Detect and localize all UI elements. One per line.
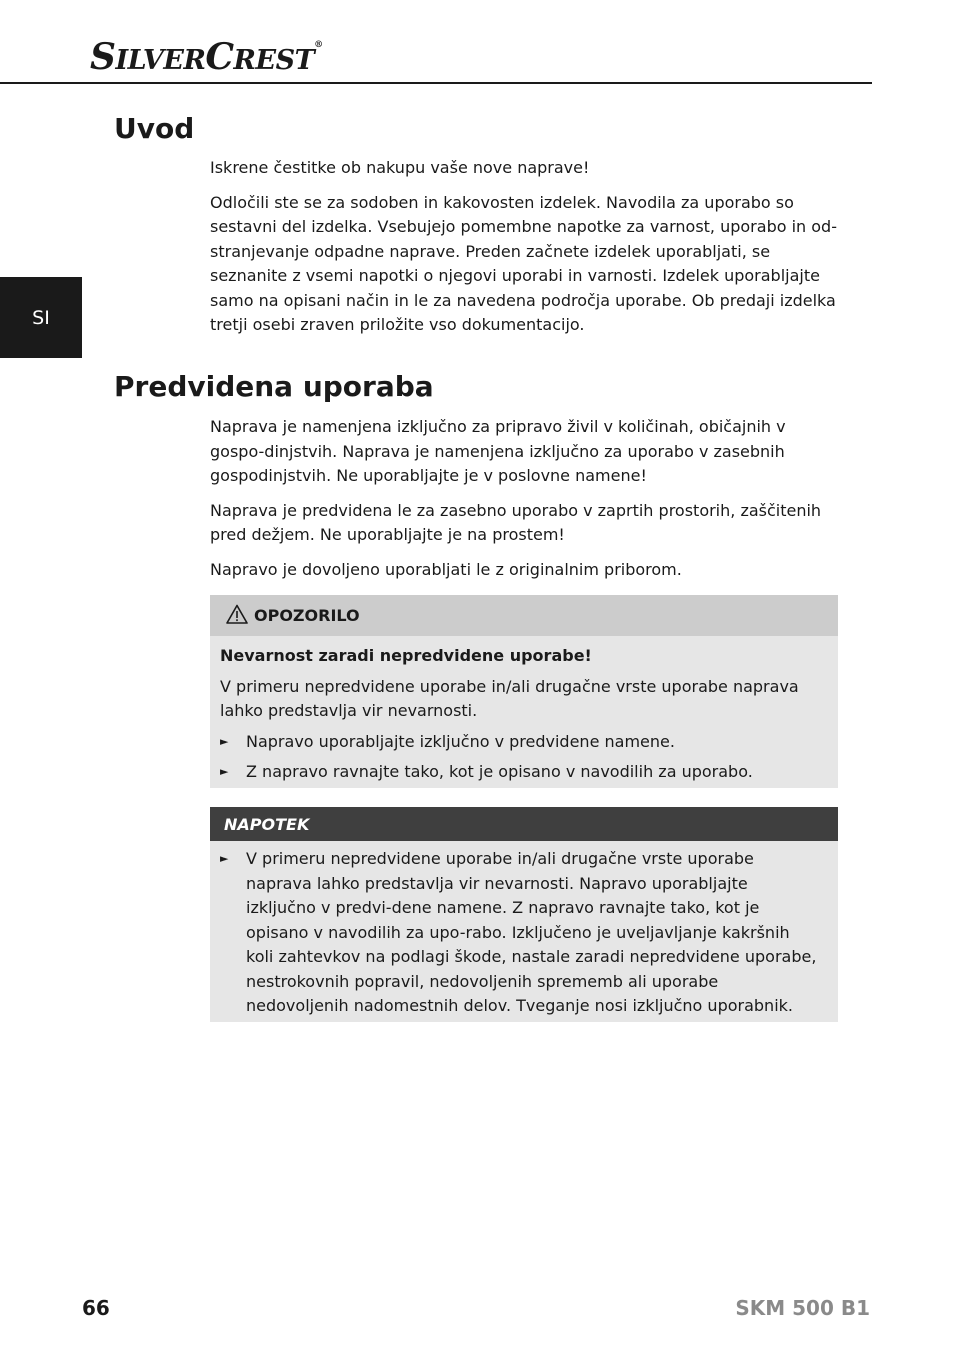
logo-text-ilver: ILVER bbox=[115, 45, 206, 76]
predvidena-body bbox=[210, 415, 838, 592]
warning-label: OPOZORILO bbox=[254, 606, 360, 625]
uvod-paragraph: Iskrene čestitke ob nakupu vaše nove naprave! bbox=[210, 158, 590, 177]
bullet-arrow-icon: ► bbox=[220, 765, 229, 778]
warning-bullet bbox=[220, 760, 822, 785]
warning-subtitle: Nevarnost zaradi nepredvidene uporabe! bbox=[220, 646, 592, 665]
predvidena-paragraph: Napravo je dovoljeno uporabljati le z originalnim priborom. bbox=[210, 559, 682, 579]
logo-letter-s: S bbox=[90, 36, 116, 78]
section-title-uvod: Uvod bbox=[114, 112, 195, 145]
bullet-arrow-icon: ► bbox=[220, 734, 229, 748]
predvidena-paragraph: Naprava je namenjena izključno za pripravo živil v količinah, običajnih v gospo-dinjstvih. Naprava je namenjena izključno za uporabo v zasebnih gospodinjstvih. Ne uporabljajte je v poslovne namene! bbox=[210, 417, 786, 485]
note-body bbox=[210, 841, 838, 1019]
note-bullet bbox=[220, 847, 822, 1019]
model-number: SKM 500 B1 bbox=[735, 1296, 870, 1320]
language-tab: SI bbox=[0, 277, 82, 358]
section-title-predvidena-uporaba: Predvidena uporaba bbox=[114, 370, 434, 403]
registered-mark: ® bbox=[314, 40, 323, 50]
warning-header bbox=[210, 595, 838, 636]
predvidena-paragraph: Naprava je predvidena le za zasebno uporabo v zaprtih prostorih, zaščitenih pred dežjem. Ne uporabljajte je na prostem! bbox=[210, 500, 822, 544]
warning-box bbox=[210, 595, 838, 788]
brand-logo bbox=[90, 36, 323, 78]
warning-body bbox=[210, 636, 838, 785]
logo-text-rest: REST bbox=[233, 45, 315, 76]
warning-bullet bbox=[220, 730, 822, 755]
note-header bbox=[210, 807, 838, 841]
note-label: NAPOTEK bbox=[224, 814, 310, 834]
uvod-paragraph: Odločili ste se za sodoben in kakovosten izdelek. Navodila za uporabo so sestavni del izdelka. Vsebujejo pomembne napotke za varnost, uporabo in od-stranjevanje odpadne naprave. Preden začnete izdelek uporabljati, se seznanite z vsemi napotki o njegovi uporabi in varnosti. Izdelek uporabljajte samo na opisani način in le za navedena področja uporabe. Ob predaji izdelka tretji osebi zraven priložite vso dokumentacijo. bbox=[210, 192, 837, 334]
uvod-body bbox=[210, 156, 838, 348]
warning-bullet-text: Z napravo ravnajte tako, kot je opisano v navodilih za uporabo. bbox=[246, 762, 753, 781]
logo-letter-c: C bbox=[205, 36, 234, 78]
warning-text: V primeru nepredvidene uporabe in/ali drugačne vrste uporabe naprava lahko predstavlja vir nevarnosti. bbox=[220, 676, 799, 720]
note-bullet-text: V primeru nepredvidene uporabe in/ali drugačne vrste uporabe naprava lahko predstavlja vir nevarnosti. Napravo uporabljajte izključno v predvi-dene namene. Z napravo ravnajte tako, kot je opisano v navodilih za upo-rabo. Izključeno je uveljavljanje kakršnih koli zahtevkov na podlagi škode, nastale zaradi nepredvidene uporabe, nestrokovnih popravil, nedovoljenih sprememb ali uporabe nedovoljenih nadomestnih delov. Tveganje nosi izključno uporabnik. bbox=[246, 849, 817, 1015]
warning-triangle-icon bbox=[226, 604, 248, 624]
header-rule bbox=[0, 82, 872, 84]
note-box bbox=[210, 807, 838, 1022]
page-number: 66 bbox=[82, 1296, 110, 1320]
warning-bullet-text: Napravo uporabljajte izključno v predvidene namene. bbox=[246, 731, 675, 751]
bullet-arrow-icon: ► bbox=[220, 852, 229, 865]
